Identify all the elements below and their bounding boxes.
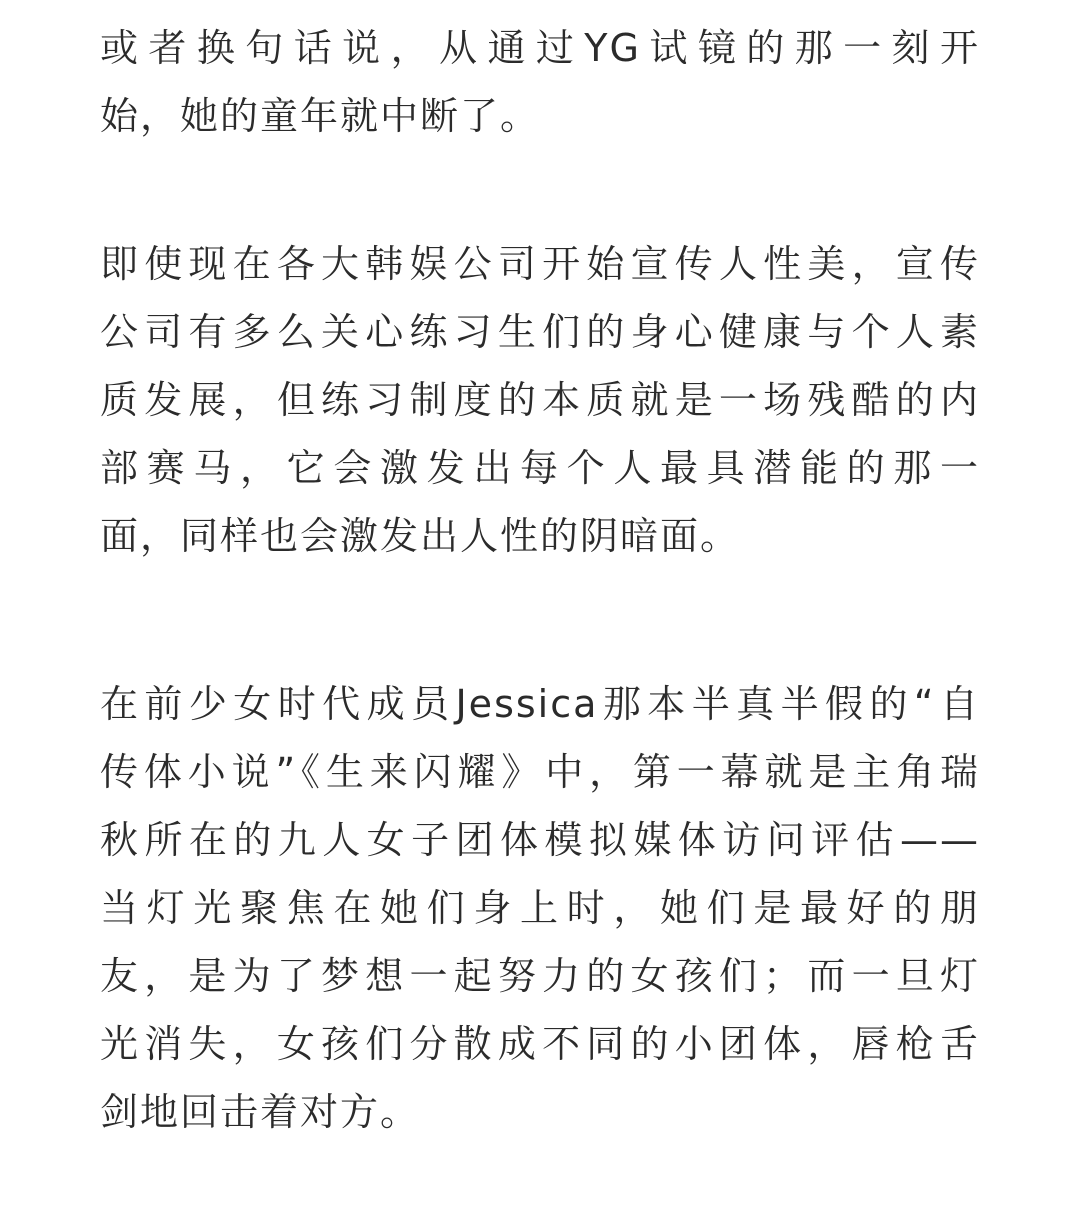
paragraph-1 xyxy=(100,14,980,150)
text-line: 或者换句话说，从通过YG试镜的那一刻开 xyxy=(100,26,980,70)
text-line: 在前少女时代成员Jessica那本半真半假的“自 xyxy=(100,682,980,726)
text-line: 面，同样也会激发出人性的阴暗面。 xyxy=(100,514,741,558)
text-line: 始，她的童年就中断了。 xyxy=(100,94,541,138)
text-line: 部赛马，它会激发出每个人最具潜能的那一 xyxy=(100,446,980,490)
paragraph-2 xyxy=(100,230,980,570)
text-line: 剑地回击着对方。 xyxy=(100,1090,421,1134)
text-line: 友，是为了梦想一起努力的女孩们；而一旦灯 xyxy=(100,954,980,998)
text-line: 质发展，但练习制度的本质就是一场残酷的内 xyxy=(100,378,980,422)
text-line: 当灯光聚焦在她们身上时，她们是最好的朋 xyxy=(100,886,980,930)
text-line: 公司有多么关心练习生们的身心健康与个人素 xyxy=(100,310,980,354)
text-line: 光消失，女孩们分散成不同的小团体，唇枪舌 xyxy=(100,1022,980,1066)
paragraph-3 xyxy=(100,670,980,1146)
text-line: 即使现在各大韩娱公司开始宣传人性美，宣传 xyxy=(100,242,980,286)
text-line: 传体小说”《生来闪耀》中，第一幕就是主角瑞 xyxy=(100,750,980,794)
text-line: 秋所在的九人女子团体模拟媒体访问评估—— xyxy=(100,818,980,862)
